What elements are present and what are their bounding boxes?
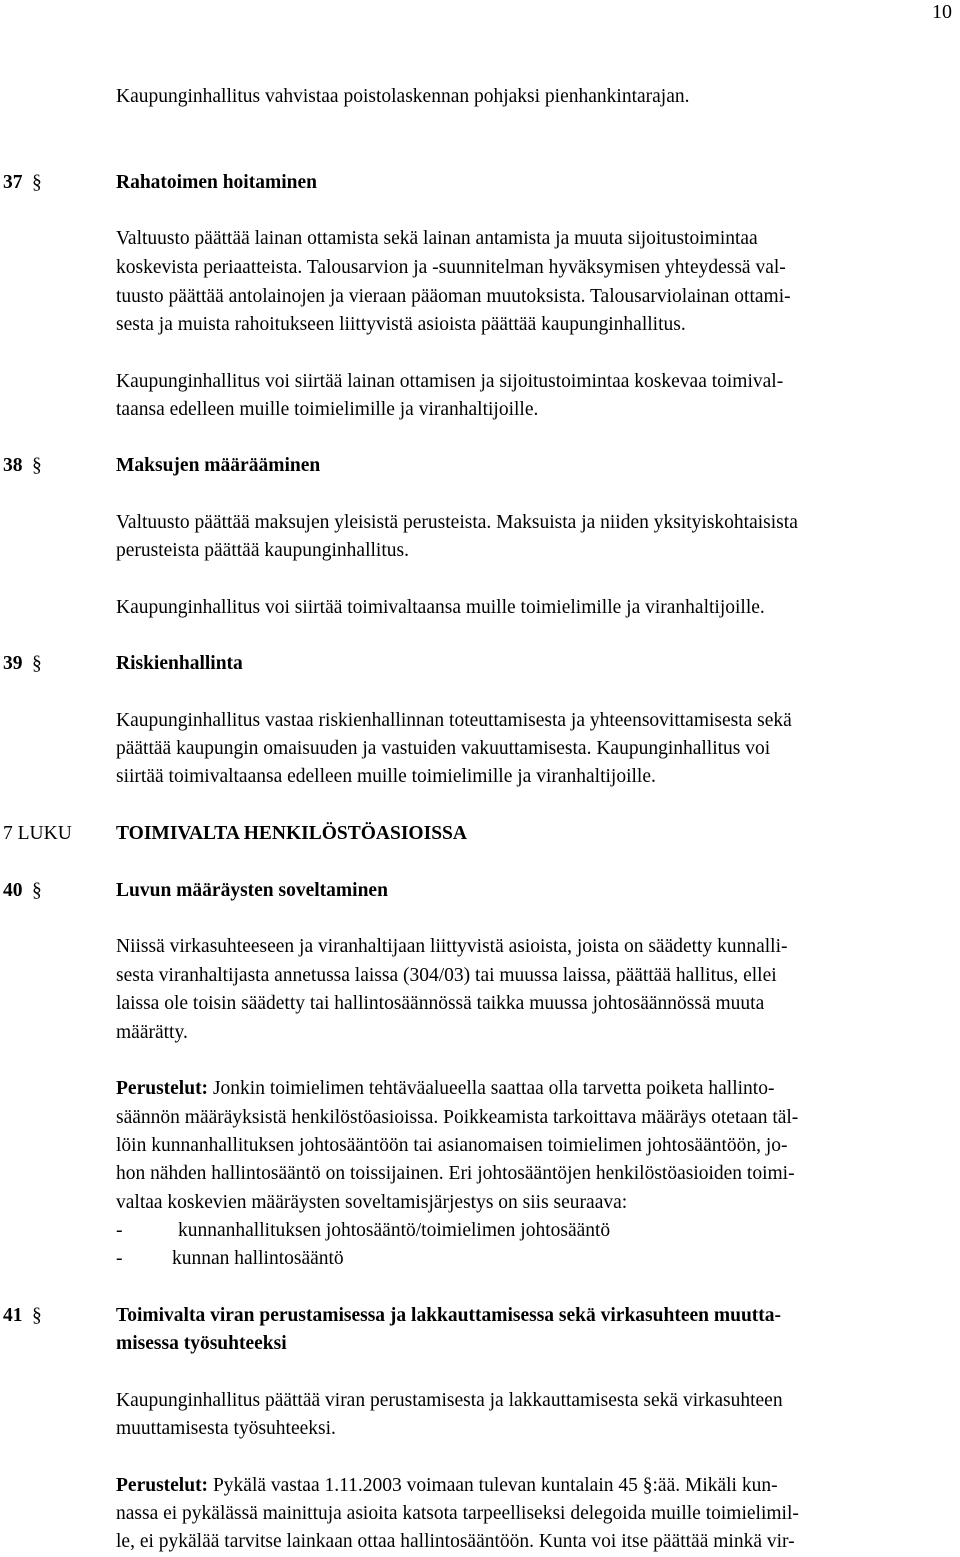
section-sign-icon: § — [32, 455, 42, 476]
section-41-title: misessa työsuhteeksi — [116, 1333, 287, 1354]
list-item: kunnanhallituksen johtosääntö/toimielimen johtosääntö — [178, 1220, 611, 1241]
list-dash: - — [116, 1248, 123, 1269]
s37-p2-line: taansa edelleen muille toimielimille ja viranhaltijoille. — [116, 399, 539, 420]
chapter-label: 7 LUKU — [3, 823, 72, 844]
intro-paragraph: Kaupunginhallitus vahvistaa poistolaskennan pohjaksi pienhankintarajan. — [116, 86, 690, 107]
chapter-title: TOIMIVALTA HENKILÖSTÖASIOISSA — [116, 823, 467, 844]
list-item: kunnan hallintosääntö — [172, 1248, 344, 1269]
s40-p2-line: löin kunnanhallituksen johtosääntöön tai asianomaisen toimielimen johtosääntöön, jo- — [116, 1135, 788, 1156]
s41-p1-line: Kaupunginhallitus päättää viran perustamisesta ja lakkauttamisesta sekä virkasuhteen — [116, 1390, 783, 1411]
s40-p2-line — [116, 1075, 774, 1104]
s40-p1-line: määrätty. — [116, 1022, 188, 1043]
section-40-number: 40 — [3, 880, 23, 901]
rationale-label: Perustelut: — [116, 1475, 209, 1496]
s38-p1-line: Valtuusto päättää maksujen yleisistä perusteista. Maksuista ja niiden yksityiskohtaisista — [116, 512, 798, 533]
s40-p2-line: hon nähden hallintosääntö on toissijainen. Eri johtosääntöjen henkilöstöasioiden toimi- — [116, 1163, 795, 1184]
section-sign-icon: § — [32, 653, 42, 674]
section-37-title: Rahatoimen hoitaminen — [116, 172, 317, 193]
s40-p2-line: valtaa koskevien määräysten soveltamisjärjestys on siis seuraava: — [116, 1192, 628, 1213]
s37-p1-line: Valtuusto päättää lainan ottamista sekä lainan antamista ja muuta sijoitustoimintaa — [116, 228, 758, 249]
list-dash: - — [116, 1220, 123, 1241]
s39-p1-line: siirtää toimivaltaansa edelleen muille toimielimille ja viranhaltijoille. — [116, 766, 656, 787]
section-38-title: Maksujen määrääminen — [116, 455, 321, 476]
s41-p2-line: le, ei pykälää tarvitse lainkaan ottaa hallintosääntöön. Kunta voi itse päättää minkä vir- — [116, 1531, 795, 1552]
s40-p1-line: sesta viranhaltijasta annetussa laissa (304/03) tai muussa laissa, päättää hallitus, ellei — [116, 965, 777, 986]
section-sign-icon: § — [32, 1305, 42, 1326]
s37-p1-line: tuusto päättää antolainojen ja vieraan pääoman muutoksista. Talousarviolainan ottami- — [116, 286, 791, 307]
s41-p2-line: nassa ei pykälässä mainittuja asioita katsota tarpeelliseksi delegoida muille toimielimil- — [116, 1503, 799, 1524]
section-40-title: Luvun määräysten soveltaminen — [116, 880, 388, 901]
s38-p2-line: Kaupunginhallitus voi siirtää toimivaltaansa muille toimielimille ja viranhaltijoille. — [116, 597, 765, 618]
section-sign-icon: § — [32, 172, 42, 193]
s41-p2-text: Pykälä vastaa 1.11.2003 voimaan tulevan kuntalain 45 — [208, 1475, 643, 1496]
section-37-number: 37 — [3, 172, 23, 193]
s37-p2-line: Kaupunginhallitus voi siirtää lainan ottamisen ja sijoitustoimintaa koskevaa toimival- — [116, 371, 784, 392]
section-sign-icon: § — [32, 880, 42, 901]
section-39-number: 39 — [3, 653, 23, 674]
s39-p1-line: Kaupunginhallitus vastaa riskienhallinnan toteuttamisesta ja yhteensovittamisesta sekä — [116, 710, 792, 731]
section-38-number: 38 — [3, 455, 23, 476]
rationale-label: Perustelut: — [116, 1078, 209, 1099]
s38-p1-line: perusteista päättää kaupunginhallitus. — [116, 540, 409, 561]
section-sign-icon: § — [642, 1475, 653, 1496]
s40-p1-line: Niissä virkasuhteeseen ja viranhaltijaan liittyvistä asioista, joista on säädetty kunnalli- — [116, 936, 788, 957]
page-number: 10 — [932, 1, 952, 23]
s40-p2-text: Jonkin toimielimen tehtäväalueella saattaa olla tarvetta poiketa hallinto- — [208, 1078, 775, 1099]
section-39-title: Riskienhallinta — [116, 653, 243, 674]
section-41-number: 41 — [3, 1305, 23, 1326]
s40-p2-line: säännön määräyksistä henkilöstöasioissa. Poikkeamista tarkoittava määräys otetaan täl- — [116, 1107, 799, 1128]
s41-p2-line — [116, 1472, 778, 1501]
section-41-title: Toimivalta viran perustamisessa ja lakkauttamisessa sekä virkasuhteen muutta- — [116, 1305, 782, 1326]
s39-p1-line: päättää kaupungin omaisuuden ja vastuiden vakuuttamisesta. Kaupunginhallitus voi — [116, 738, 771, 759]
s40-p1-line: laissa ole toisin säädetty tai hallintosäännössä taikka muussa johtosäännössä muuta — [116, 993, 765, 1014]
s41-p2-text: :ää. Mikäli kun- — [652, 1475, 778, 1496]
s41-p1-line: muuttamisesta työsuhteeksi. — [116, 1418, 336, 1439]
s37-p1-line: koskevista periaatteista. Talousarvion ja -suunnitelman hyväksymisen yhteydessä val- — [116, 257, 786, 278]
s37-p1-line: sesta ja muista rahoitukseen liittyvistä asioista päättää kaupunginhallitus. — [116, 314, 686, 335]
